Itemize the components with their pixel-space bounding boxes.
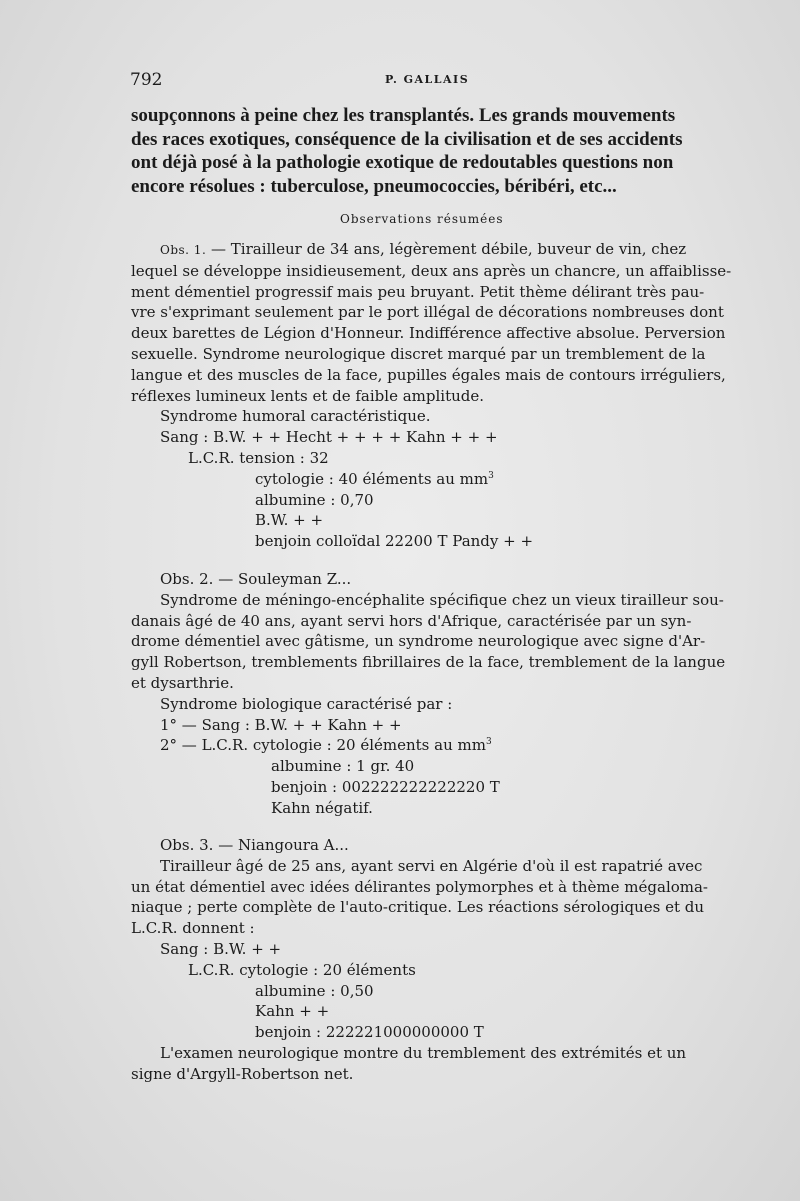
obs-label: Obs. 1. [160, 243, 207, 257]
text-fragment: — Tirailleur de 34 ans, légèrement débile, buveur de vin, chez [206, 240, 687, 258]
superscript: 3 [485, 737, 492, 748]
text-line: langue et des muscles de la face, pupilles égales mais de contours irréguliers, [131, 365, 726, 384]
text-fragment: cytologie : 40 éléments au mm [255, 469, 489, 488]
text-line: lequel se développe insidieusement, deux ans après un chancre, un affaiblisse- [131, 261, 732, 280]
obs-title: Obs. 2. — Souleyman Z... [160, 570, 352, 588]
lab-result [131, 735, 731, 756]
text-line: danais âgé de 40 ans, ayant servi hors d'Afrique, caractérisée par un syn- [131, 611, 692, 630]
text-line: des races exotiques, conséquence de la civilisation et de ses accidents [131, 128, 683, 150]
lab-result: 1° — Sang : B.W. + + Kahn + + [160, 715, 402, 734]
text-line: Syndrome de méningo-encéphalite spécifique chez un vieux tirailleur sou- [160, 590, 724, 609]
text-line: sexuelle. Syndrome neurologique discret marqué par un tremblement de la [131, 344, 706, 363]
text-line: niaque ; perte complète de l'auto-critique. Les réactions sérologiques et du [131, 898, 705, 917]
lab-result: Sang : B.W. + + [160, 939, 282, 958]
lab-result: L.C.R. tension : 32 [188, 448, 329, 467]
text-line: un état démentiel avec idées délirantes polymorphes et à thème mégaloma- [131, 877, 709, 896]
text-line: gyll Robertson, tremblements fibrillaires de la face, tremblement de la langue [131, 653, 726, 672]
lab-result: benjoin : 222221000000000 T [255, 1023, 484, 1042]
author-name: P. GALLAIS [385, 73, 470, 86]
text-line: Syndrome biologique caractérisé par : [160, 694, 453, 713]
text-line [131, 239, 731, 261]
page-number: 792 [130, 70, 163, 90]
lab-result: benjoin : 002222222222220 T [271, 777, 500, 796]
section-title: Observations résumées [340, 212, 504, 226]
running-header [130, 70, 726, 92]
observation-1 [131, 239, 731, 552]
text-line: ont déjà posé à la pathologie exotique de redoutables questions non [131, 152, 674, 173]
lab-result [131, 469, 731, 490]
lab-result: B.W. + + [255, 511, 324, 530]
text-line: signe d'Argyll-Robertson net. [131, 1064, 354, 1083]
observation-2 [131, 569, 731, 819]
lab-result: Sang : B.W. + + Hecht + + + + Kahn + + + [160, 428, 498, 447]
text-line: et dysarthrie. [131, 673, 234, 692]
lab-result: albumine : 0,70 [255, 490, 374, 509]
text-line: Tirailleur âgé de 25 ans, ayant servi en Algérie d'où il est rapatrié avec [160, 856, 703, 875]
text-line: drome démentiel avec gâtisme, un syndrome neurologique avec signe d'Ar- [131, 632, 706, 651]
text-line: ment démentiel progressif mais peu bruyant. Petit thème délirant très pau- [131, 282, 705, 301]
text-line: encore résolues : tuberculose, pneumococcies, béribéri, etc... [131, 175, 617, 197]
text-line: Syndrome humoral caractéristique. [160, 407, 431, 426]
text-line: soupçonnons à peine chez les transplantés. Les grands mouvements [131, 105, 676, 126]
lab-result: albumine : 1 gr. 40 [271, 757, 415, 776]
text-fragment: 2° — L.C.R. cytologie : 20 éléments au mm [160, 736, 486, 755]
obs-title: Obs. 3. — Niangoura A... [160, 836, 349, 854]
text-line: vre s'exprimant seulement par le port illégal de décorations nombreuses dont [131, 303, 724, 322]
lab-result: L.C.R. cytologie : 20 éléments [188, 960, 416, 979]
observation-3 [131, 835, 731, 1085]
text-line: L'examen neurologique montre du tremblement des extrémités et un [160, 1043, 687, 1062]
lab-result: Kahn + + [255, 1002, 330, 1021]
superscript: 3 [488, 470, 494, 481]
lab-result: albumine : 0,50 [255, 981, 374, 1000]
text-line: deux barettes de Légion d'Honneur. Indifférence affective absolue. Perversion [131, 324, 726, 343]
intro-paragraph [131, 104, 731, 198]
lab-result: benjoin colloïdal 22200 T Pandy + + [255, 532, 534, 551]
text-line: réflexes lumineux lents et de faible amplitude. [131, 386, 485, 405]
lab-result: Kahn négatif. [271, 798, 373, 817]
text-line: L.C.R. donnent : [131, 919, 255, 938]
